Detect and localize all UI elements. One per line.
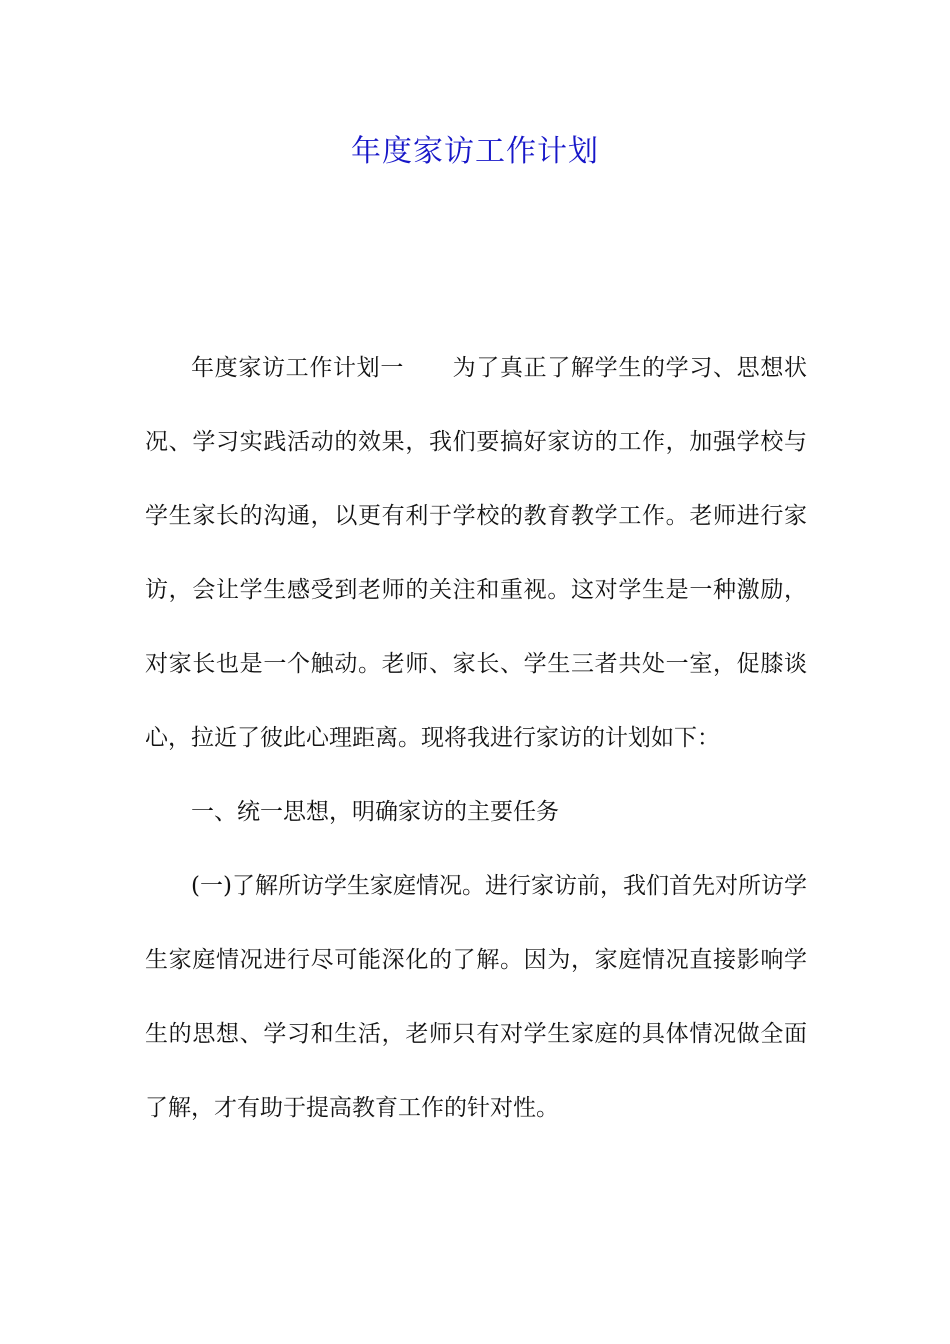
document-body: [145, 331, 807, 1145]
section-heading-inline: 年度家访工作计划一: [191, 355, 404, 381]
paragraph-heading-1: 一、统一思想，明确家访的主要任务: [191, 799, 559, 825]
paragraph-item-1: (一)了解所访学生家庭情况。进行家访前，我们首先对所访学生家庭情况进行尽可能深化的了解。因为，家庭情况直接影响学生的思想、学习和生活，老师只有对学生家庭的具体情况做全面了解，才有助于提高教育工作的针对性。: [145, 873, 807, 1121]
paragraph-text: 为了真正了解学生的学习、思想状况、学习实践活动的效果，我们要搞好家访的工作，加强学校与学生家长的沟通，以更有利于学校的教育教学工作。老师进行家访，会让学生感受到老师的关注和重视。这对学生是一种激励，对家长也是一个触动。老师、家长、学生三者共处一室，促膝谈心，拉近了彼此心理距离。现将我进行家访的计划如下：: [145, 355, 808, 751]
document-title: 年度家访工作计划: [351, 134, 599, 169]
paragraph-intro: [145, 331, 807, 775]
